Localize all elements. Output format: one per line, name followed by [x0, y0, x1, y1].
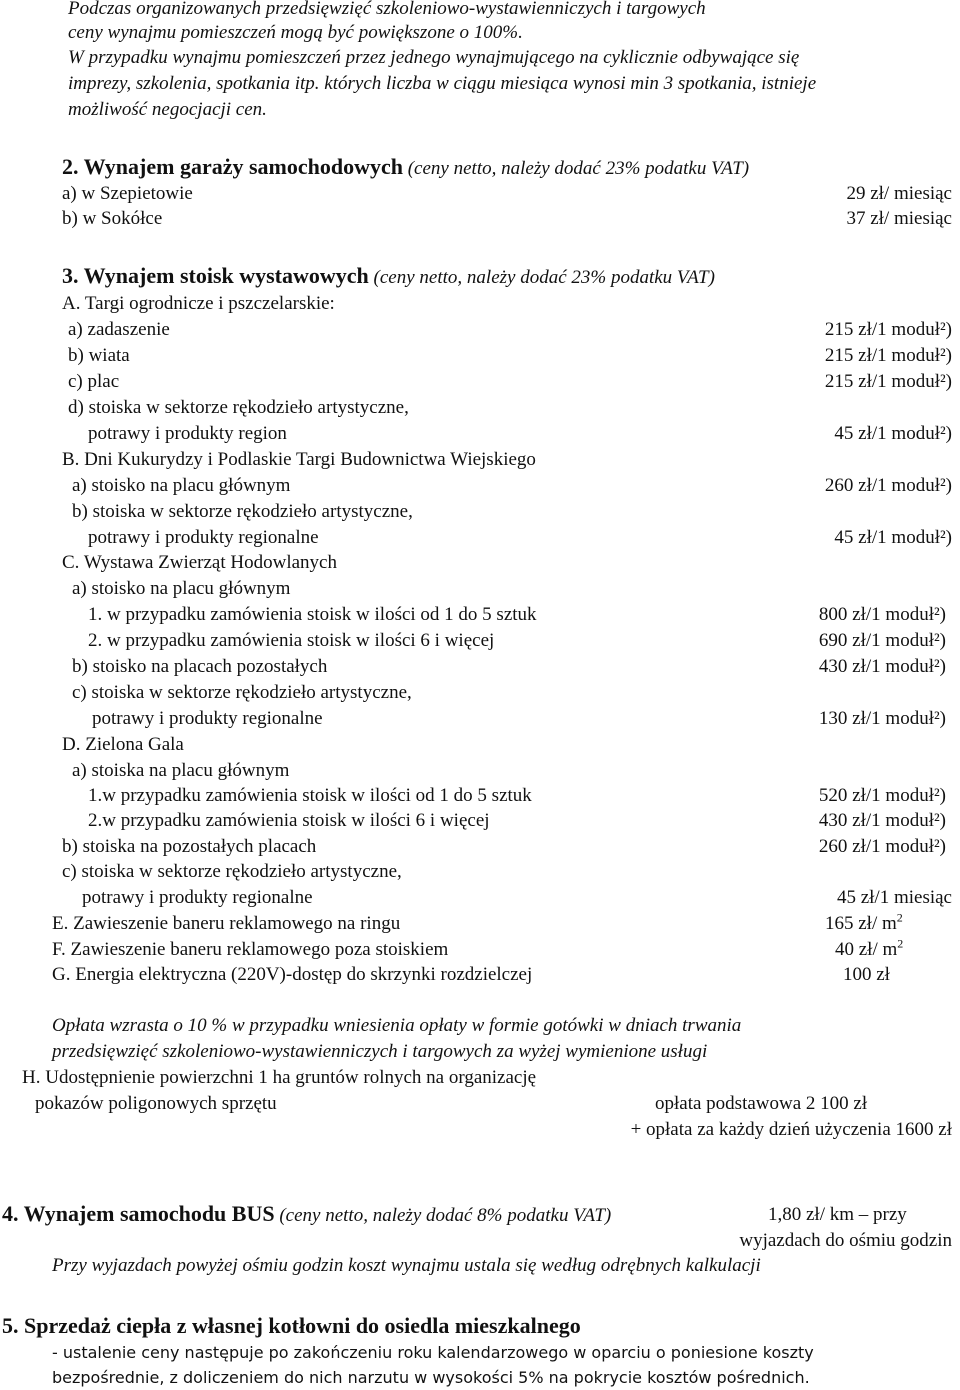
price-row-price: 100 zł: [843, 964, 890, 985]
section-4-title: 4. Wynajem samochodu BUS: [2, 1201, 275, 1226]
price-row-label-cont: c) stoiska w sektorze rękodzieło artystyczne,: [62, 861, 402, 882]
price-row-label: potrawy i produkty regionalne: [92, 708, 323, 729]
price-value: 40 zł/ m: [835, 939, 898, 960]
section-2-heading: [62, 155, 749, 181]
price-row-label-cont: c) stoiska w sektorze rękodzieło artystyczne,: [72, 682, 412, 703]
section-5-title: 5. Sprzedaż ciepła z własnej kotłowni do osiedla mieszkalnego: [2, 1313, 581, 1338]
price-row-label: F. Zawieszenie baneru reklamowego poza stoiskiem: [52, 939, 449, 960]
section-3-title: 3. Wynajem stoisk wystawowych: [62, 263, 369, 288]
price-row-label: b) stoiska na pozostałych placach: [62, 836, 317, 857]
subgroup-label: a) stoisko na placu głównym: [72, 578, 291, 599]
price-row-price: 130 zł/1 moduł²): [818, 708, 946, 729]
price-row-label: potrawy i produkty regionalne: [82, 887, 313, 908]
subgroup-label: a) stoiska na placu głównym: [72, 760, 290, 781]
section-2-title: 2. Wynajem garaży samochodowych: [62, 154, 403, 179]
price-value: 165 zł/ m: [825, 913, 897, 934]
price-row-label: 1. w przypadku zamówienia stoisk w ilości od 1 do 5 sztuk: [88, 604, 537, 625]
price-row-label: 2. w przypadku zamówienia stoisk w ilości 6 i więcej: [88, 630, 495, 651]
section-2-note: (ceny netto, należy dodać 23% podatku VAT): [407, 158, 750, 179]
intro-line-1: Podczas organizowanych przedsięwzięć szkoleniowo-wystawienniczych i targowych: [68, 0, 706, 19]
heat-line-1: - ustalenie ceny następuje po zakończeniu roku kalendarzowego w oparciu o poniesione koszty: [52, 1343, 814, 1362]
intro-line-2: ceny wynajmu pomieszczeń mogą być powiększone o 100%.: [68, 22, 523, 43]
fee-note-line-1: Opłata wzrasta o 10 % w przypadku wniesienia opłaty w formie gotówki w dniach trwania: [52, 1015, 742, 1036]
group-h-label-cont: pokazów poligonowych sprzętu: [35, 1093, 277, 1114]
heat-line-2: bezpośrednie, z doliczeniem do nich narzutu w wysokości 5% na pokrycie kosztów pośrednich.: [52, 1368, 810, 1387]
price-row-label: b) stoisko na placach pozostałych: [72, 656, 328, 677]
intro-line-4: imprezy, szkolenia, spotkania itp. których liczba w ciągu miesiąca wynosi min 3 spotkania, istnieje: [68, 73, 817, 94]
price-row-label: E. Zawieszenie baneru reklamowego na ringu: [52, 913, 401, 934]
price-row-price: 260 zł/1 moduł²): [824, 475, 952, 496]
price-row-price: [825, 912, 903, 936]
price-row-price: 260 zł/1 moduł²): [818, 836, 946, 857]
garage-row-label: a) w Szepietowie: [62, 183, 193, 204]
section-3-heading: [62, 264, 715, 290]
section-4-heading: [2, 1202, 611, 1228]
group-c-heading: C. Wystawa Zwierząt Hodowlanych: [62, 552, 337, 573]
garage-row-price: 29 zł/ miesiąc: [846, 183, 952, 204]
price-row-price: 430 zł/1 moduł²): [818, 810, 946, 831]
section-3-note: (ceny netto, należy dodać 23% podatku VAT): [373, 267, 715, 288]
garage-row-label: b) w Sokółce: [62, 208, 163, 229]
price-row-label: b) wiata: [68, 345, 130, 366]
group-h-price-base: opłata podstawowa 2 100 zł: [655, 1093, 868, 1114]
bus-price: 1,80 zł/ km – przy: [768, 1204, 907, 1225]
price-row-label: 2.w przypadku zamówienia stoisk w ilości 6 i więcej: [88, 810, 490, 831]
group-h-heading: H. Udostępnienie powierzchni 1 ha gruntów rolnych na organizację: [22, 1067, 537, 1088]
price-row-price: 45 zł/1 miesiąc: [836, 887, 952, 908]
price-row-price: 45 zł/1 moduł²): [834, 423, 952, 444]
intro-line-5: możliwość negocjacji cen.: [68, 99, 267, 120]
price-row-label: a) stoisko na placu głównym: [72, 475, 291, 496]
price-row-price: 520 zł/1 moduł²): [818, 785, 946, 806]
price-row-label: potrawy i produkty regionalne: [88, 527, 319, 548]
price-row-price: 690 zł/1 moduł²): [818, 630, 946, 651]
price-row-label: a) zadaszenie: [68, 319, 170, 340]
fee-note-line-2: przedsięwzięć szkoleniowo-wystawienniczych i targowych za wyżej wymienione usługi: [52, 1041, 708, 1062]
group-d-heading: D. Zielona Gala: [62, 734, 184, 755]
bus-price-cont: wyjazdach do ośmiu godzin: [739, 1230, 952, 1251]
price-row-price: [835, 938, 903, 962]
intro-line-3: W przypadku wynajmu pomieszczeń przez jednego wynajmującego na cyklicznie odbywające się: [68, 47, 800, 68]
price-row-label: G. Energia elektryczna (220V)-dostęp do skrzynki rozdzielczej: [52, 964, 533, 985]
bus-extra-note: Przy wyjazdach powyżej ośmiu godzin koszt wynajmu ustala się według odrębnych kalkulacji: [52, 1255, 761, 1276]
section-4-note: (ceny netto, należy dodać 8% podatku VAT): [279, 1205, 612, 1226]
price-row-price: 215 zł/1 moduł²): [824, 319, 952, 340]
price-row-price: 430 zł/1 moduł²): [818, 656, 946, 677]
garage-row-price: 37 zł/ miesiąc: [846, 208, 952, 229]
group-h-price-daily: + opłata za każdy dzień użyczenia 1600 zł: [630, 1119, 952, 1140]
unit-superscript: 2: [896, 910, 903, 925]
price-row-label: c) plac: [68, 371, 120, 392]
price-row-label: 1.w przypadku zamówienia stoisk w ilości od 1 do 5 sztuk: [88, 785, 532, 806]
price-row-label: potrawy i produkty region: [88, 423, 287, 444]
price-row-label-cont: b) stoiska w sektorze rękodzieło artystyczne,: [72, 501, 413, 522]
price-row-price: 45 zł/1 moduł²): [834, 527, 952, 548]
price-row-price: 800 zł/1 moduł²): [818, 604, 946, 625]
group-a-heading: A. Targi ogrodnicze i pszczelarskie:: [62, 293, 335, 314]
group-b-heading: B. Dni Kukurydzy i Podlaskie Targi Budownictwa Wiejskiego: [62, 449, 536, 470]
unit-superscript: 2: [897, 936, 904, 951]
price-row-price: 215 zł/1 moduł²): [824, 371, 952, 392]
price-row-price: 215 zł/1 moduł²): [824, 345, 952, 366]
price-row-label-cont: d) stoiska w sektorze rękodzieło artystyczne,: [68, 397, 409, 418]
